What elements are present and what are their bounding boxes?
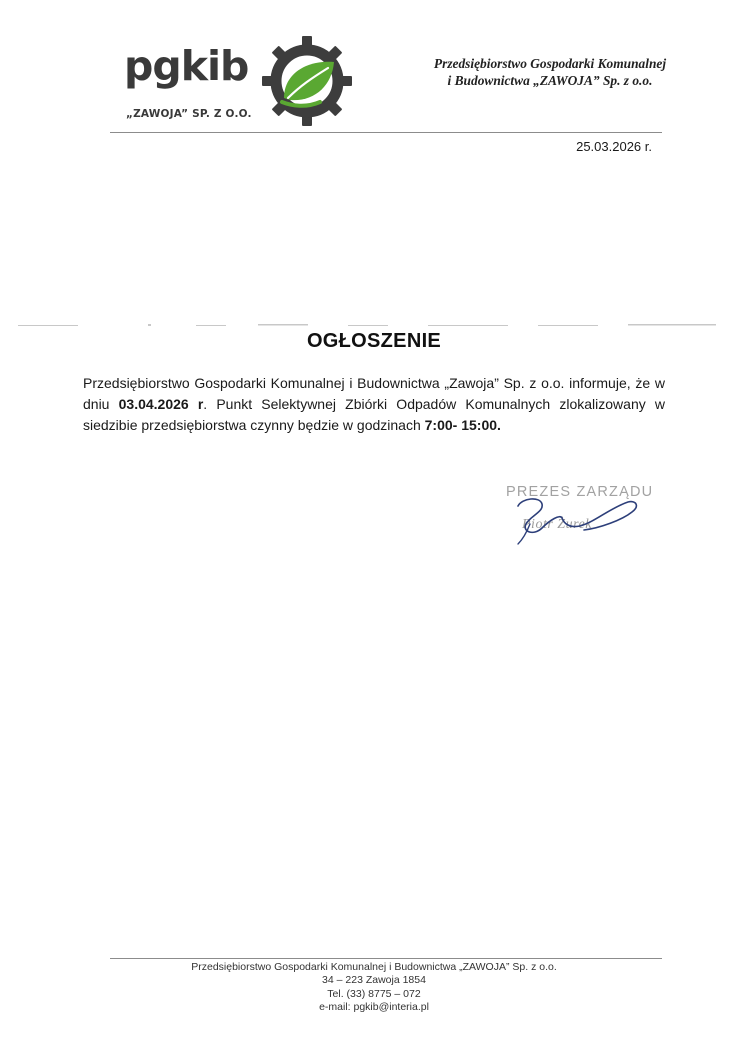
company-logo — [124, 36, 356, 126]
announcement-text-part1: Przedsiębiorstwo Gospodarki Komunalnej i Budownictwa „Zawoja” Sp. z o.o. informuje, że w dniu — [83, 375, 665, 412]
gear-leaf-icon — [262, 36, 352, 126]
announcement-body — [83, 373, 665, 436]
footer-divider — [110, 958, 662, 959]
logo-wordmark: pgkib — [124, 42, 249, 90]
stamp-title: PREZES ZARZĄDU — [506, 484, 654, 500]
announcement-title: OGŁOSZENIE — [306, 330, 442, 352]
company-header-line1: Przedsiębiorstwo Gospodarki Komunalnej — [433, 56, 667, 71]
document-date: 25.03.2026 r. — [576, 139, 652, 154]
header-divider — [110, 132, 662, 133]
announcement-date: 03.04.2026 r — [118, 396, 204, 412]
company-header-line2: i Budownictwa „ZAWOJA” Sp. z o.o. — [447, 73, 653, 88]
footer-phone: Tel. (33) 8775 – 072 — [327, 987, 421, 1000]
announcement-text-part2: . Punkt Selektywnej Zbiórki Odpadów Komunalnych zlokalizowany w siedzibie przedsiębiorstwa czynny będzie w godzinach — [83, 396, 665, 433]
footer-contact — [0, 961, 748, 1015]
footer-company: Przedsiębiorstwo Gospodarki Komunalnej i Budownictwa „ZAWOJA” Sp. z o.o. — [191, 961, 557, 973]
scan-artifact-line — [18, 322, 718, 330]
footer-address: 34 – 223 Zawoja 1854 — [322, 974, 426, 987]
stamp-name: Piotr Żurek — [522, 517, 592, 532]
company-header — [400, 55, 700, 89]
announcement-hours: 7:00- 15:00. — [424, 417, 501, 433]
footer-email: e-mail: pgkib@interia.pl — [319, 1001, 429, 1014]
logo-subtitle: „ZAWOJA” SP. Z O.O. — [126, 108, 252, 120]
handwritten-signature — [500, 488, 650, 548]
